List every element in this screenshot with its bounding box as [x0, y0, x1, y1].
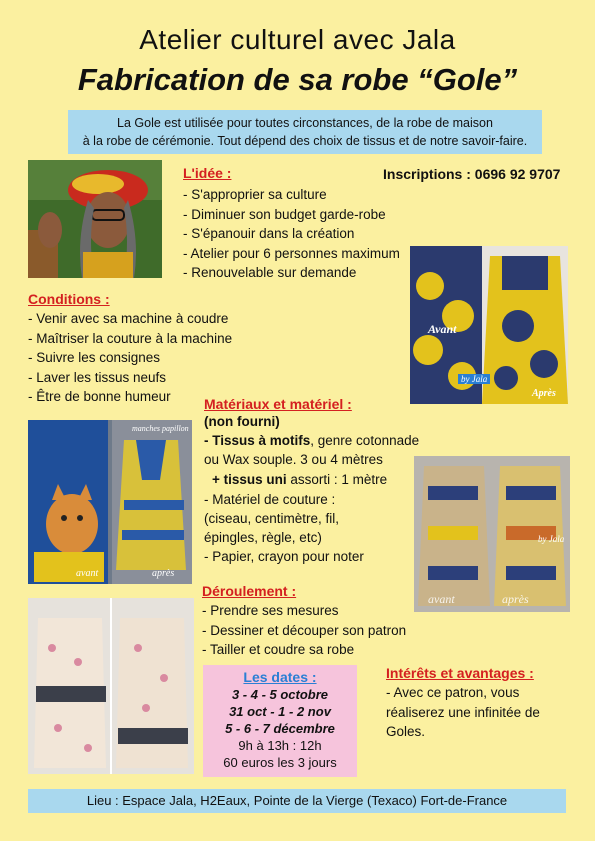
inscriptions-phone: Inscriptions : 0696 92 9707	[383, 166, 561, 182]
caption-avant: Avant	[428, 322, 457, 336]
caption-by-jala: by Jala	[458, 374, 490, 384]
ciseau-line: (ciseau, centimètre, fil,	[204, 511, 340, 526]
uni-bold: + tissus uni	[212, 472, 287, 487]
epingles-line: épingles, règle, etc)	[204, 530, 322, 545]
tissus-rest: , genre cotonnade	[310, 433, 420, 448]
materiaux-heading: Matériaux et matériel :	[204, 396, 352, 412]
conditions-heading: Conditions :	[28, 291, 110, 307]
list-item: - Tailler et coudre sa robe	[202, 642, 355, 657]
dress-photo-yellow	[410, 246, 568, 404]
idee-heading: L'idée :	[183, 165, 232, 181]
intro-line-2: à la robe de cérémonie. Tout dépend des choix de tissus et de notre savoir-faire.	[82, 134, 528, 148]
deroulement-list	[202, 601, 406, 660]
conditions-list	[28, 309, 232, 407]
list-item: - Maîtriser la couture à la machine	[28, 330, 233, 346]
caption-by-jala-2: by Jala	[538, 534, 565, 544]
portrait-photo	[28, 160, 162, 278]
hours: 9h à 13h : 12h	[238, 738, 322, 753]
date-1: 3 - 4 - 5 octobre	[231, 687, 329, 702]
uni-rest: assorti : 1 mètre	[286, 472, 388, 487]
list-item: - Être de bonne humeur	[28, 389, 171, 404]
page-subtitle: Fabrication de sa robe “Gole”	[77, 62, 518, 97]
list-item: - Atelier pour 6 personnes maximum	[183, 245, 400, 261]
deroulement-heading: Déroulement :	[202, 583, 297, 599]
papier-line: - Papier, crayon pour noter	[204, 549, 364, 564]
dates-heading: Les dates :	[243, 669, 317, 685]
list-item: - Laver les tissus neufs	[28, 369, 167, 385]
interets-line-2: réaliserez une infinitée de	[386, 704, 540, 720]
page-title: Atelier culturel avec Jala	[139, 24, 456, 55]
dress-photo-floral	[28, 598, 194, 774]
list-item: - S'épanouir dans la création	[183, 226, 355, 241]
list-item: - Dessiner et découper son patron	[202, 622, 407, 638]
idee-list	[183, 185, 400, 283]
price: 60 euros les 3 jours	[223, 755, 337, 770]
date-3: 5 - 6 - 7 décembre	[225, 721, 335, 736]
list-item: - Suivre les consignes	[28, 350, 161, 365]
list-item: - Diminuer son budget garde-robe	[183, 206, 386, 222]
caption-apres-grey: après	[502, 592, 529, 606]
interets-heading: Intérêts et avantages :	[386, 665, 534, 681]
caption-avant-small: avant	[76, 568, 99, 579]
uni-line	[212, 470, 387, 490]
caption-apres-small: après	[152, 568, 175, 579]
list-item: - S'approprier sa culture	[183, 187, 327, 202]
caption-avant-grey: avant	[428, 592, 455, 606]
date-2: 31 oct - 1 - 2 nov	[229, 704, 331, 719]
dress-photo-blue-cat	[28, 420, 192, 584]
caption-apres: Après	[532, 388, 556, 399]
location-footer: Lieu : Espace Jala, H2Eaux, Pointe de la Vierge (Texaco) Fort-de-France	[28, 789, 566, 813]
dates-box	[203, 665, 357, 777]
couture-line: - Matériel de couture :	[204, 492, 336, 507]
tissus-line	[204, 431, 419, 451]
caption-manches-papillon: manches papillon	[132, 424, 189, 433]
non-fourni: (non fourni)	[204, 414, 280, 429]
intro-line-1: La Gole est utilisée pour toutes circonstances, de la robe de maison	[117, 116, 493, 130]
interets-text	[386, 683, 540, 742]
interets-line-3: Goles.	[386, 724, 426, 739]
list-item: - Prendre ses mesures	[202, 603, 339, 618]
dress-photo-patchwork	[414, 456, 570, 612]
intro-banner	[68, 110, 542, 154]
interets-line-1: - Avec ce patron, vous	[386, 685, 520, 700]
wax-line: ou Wax souple. 3 ou 4 mètres	[204, 452, 383, 467]
list-item: - Venir avec sa machine à coudre	[28, 311, 229, 326]
list-item: - Renouvelable sur demande	[183, 265, 357, 280]
tissus-bold: - Tissus à motifs	[204, 433, 311, 448]
